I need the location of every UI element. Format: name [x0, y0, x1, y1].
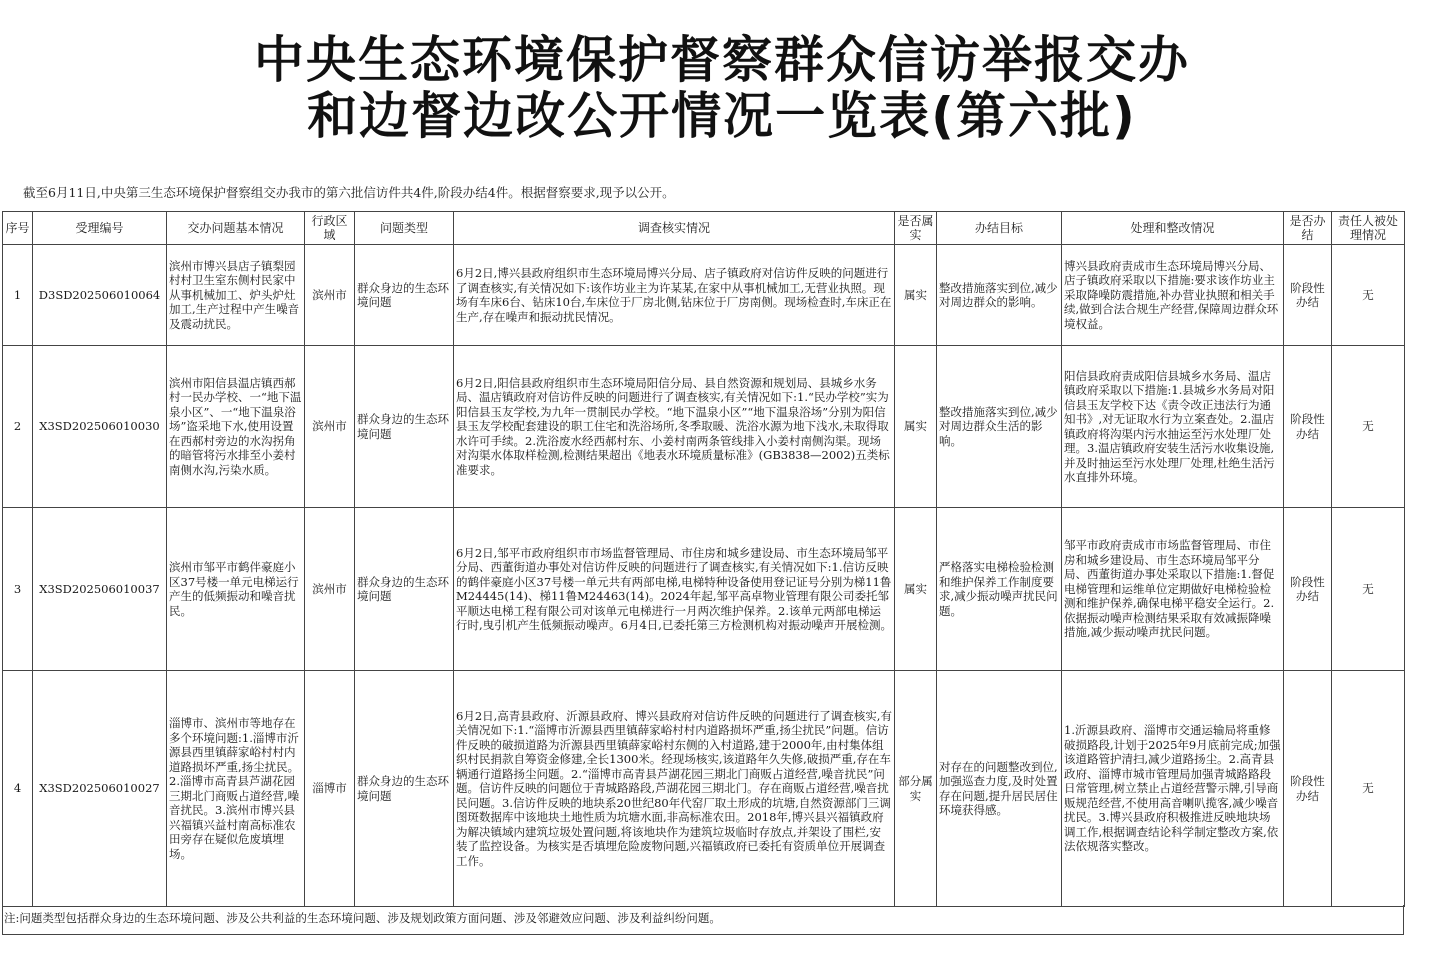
header-region: 行政区域 — [305, 212, 355, 245]
cell-punish: 无 — [1332, 508, 1405, 671]
table-row — [3, 346, 1405, 508]
cell-punish: 无 — [1332, 245, 1405, 346]
header-investigation: 调查核实情况 — [454, 212, 895, 245]
cell-investigation: 6月2日,阳信县政府组织市生态环境局阳信分局、县自然资源和规划局、县城乡水务局、温店镇政府对信访件反映的问题进行了调查核实,有关情况如下:1.“民办学校”实为阳信县玉友学校,为九年一贯制民办学校。“地下温泉小区”“地下温泉浴场”分别为阳信县玉友学校配套建设的职工住宅和洗浴场所,冬季取暖、洗浴水源为地下浅水,未取得取水许可手续。2.洗浴废水经西郝村东、小姜村南两条管线排入小姜村南侧沟渠。现场对沟渠水体取样检测,检测结果超出《地表水环境质量标准》(GB3838—2002)五类标准要求。 — [454, 346, 895, 508]
cell-investigation: 6月2日,高青县政府、沂源县政府、博兴县政府对信访件反映的问题进行了调查核实,有关情况如下:1.“淄博市沂源县西里镇薛家峪村村内道路损坏严重,扬尘扰民”问题。信访件反映的破损道路为沂源县西里镇薛家峪村东侧的入村道路,建于2000年,由村集体组织村民捐款自筹资金修建,全长1300米。经现场核实,该道路年久失修,破损严重,存在车辆通行道路扬尘问题。2.“淄博市高青县芦湖花园三期北门商贩占道经营,噪音扰民”问题。信访件反映的问题位于青城路路段,芦湖花园三期北门。存在商贩占道经营,噪音扰民问题。3.信访件反映的地块系20世纪80年代窑厂取土形成的坑塘,自然资源部门三调图斑数据库中该地块土地性质为坑塘水面,非高标准农田。2018年,博兴县兴福镇政府为解决镇域内建筑垃圾处置问题,将该地块作为建筑垃圾临时存放点,并架设了围栏,安装了监控设备。为核实是否填埋危险废物问题,兴福镇政府已委托有资质单位开展调查工作。 — [454, 671, 895, 907]
cell-code: X3SD202506010030 — [33, 346, 167, 508]
cell-true: 属实 — [895, 508, 937, 671]
cell-investigation: 6月2日,邹平市政府组织市市场监督管理局、市住房和城乡建设局、市生态环境局邹平分局、西董街道办事处对信访件反映的问题进行了调查核实,有关情况如下:1.信访反映的鹤伴豪庭小区37号楼一单元共有两部电梯,电梯特种设备使用登记证号分别为梯11鲁M24445(14)、梯11鲁M24463(14)。2024年起,邹平高卓物业管理有限公司委托邹平顺达电梯工程有限公司对该单元电梯进行一月两次维护保养。2.该单元两部电梯运行时,曳引机产生低频振动噪声。6月4日,已委托第三方检测机构对振动噪声开展检测。 — [454, 508, 895, 671]
cell-region: 滨州市 — [305, 508, 355, 671]
header-goal: 办结目标 — [937, 212, 1062, 245]
cell-handling: 邹平市政府责成市市场监督管理局、市住房和城乡建设局、市生态环境局邹平分局、西董街道办事处采取以下措施:1.督促电梯管理和运维单位定期做好电梯检验检测和维护保养,确保电梯平稳安全运行。2.依据振动噪声检测结果采取有效减振降噪措施,减少振动噪声扰民问题。 — [1062, 508, 1284, 671]
table-row — [3, 671, 1405, 907]
cell-punish: 无 — [1332, 671, 1405, 907]
cell-type: 群众身边的生态环境问题 — [355, 671, 454, 907]
cell-punish: 无 — [1332, 346, 1405, 508]
cell-goal: 严格落实电梯检验检测和维护保养工作制度要求,减少振动噪声扰民问题。 — [937, 508, 1062, 671]
cell-region: 淄博市 — [305, 671, 355, 907]
cell-no: 2 — [3, 346, 33, 508]
cell-no: 1 — [3, 245, 33, 346]
header-no: 序号 — [3, 212, 33, 245]
cell-handling: 博兴县政府责成市生态环境局博兴分局、店子镇政府采取以下措施:要求该作坊业主采取降噪防震措施,补办营业执照和相关手续,做到合法合规生产经营,保障周边群众环境权益。 — [1062, 245, 1284, 346]
header-true: 是否属实 — [895, 212, 937, 245]
page-title-line1: 中央生态环境保护督察群众信访举报交办 — [254, 31, 1190, 89]
cell-goal: 对存在的问题整改到位,加强巡查力度,及时处置存在问题,提升居民居住环境获得感。 — [937, 671, 1062, 907]
header-done: 是否办结 — [1284, 212, 1332, 245]
cell-basic: 淄博市、滨州市等地存在多个环境问题:1.淄博市沂源县西里镇薛家峪村村内道路损坏严重,扬尘扰民。2.淄博市高青县芦湖花园三期北门商贩占道经营,噪音扰民。3.滨州市博兴县兴福镇兴益村南高标准农田旁存在疑似危废填埋场。 — [167, 671, 305, 907]
cell-done: 阶段性办结 — [1284, 245, 1332, 346]
cell-done: 阶段性办结 — [1284, 346, 1332, 508]
cell-true: 属实 — [895, 245, 937, 346]
cell-type: 群众身边的生态环境问题 — [355, 508, 454, 671]
cell-code: X3SD202506010027 — [33, 671, 167, 907]
cases-table — [2, 211, 1405, 907]
cell-type: 群众身边的生态环境问题 — [355, 245, 454, 346]
header-handling: 处理和整改情况 — [1062, 212, 1284, 245]
cell-no: 3 — [3, 508, 33, 671]
cell-no: 4 — [3, 671, 33, 907]
table-header-row — [3, 212, 1405, 245]
cell-handling: 阳信县政府责成阳信县城乡水务局、温店镇政府采取以下措施:1.县城乡水务局对阳信县玉友学校下达《责令改正违法行为通知书》,对无证取水行为立案查处。2.温店镇政府将沟渠内污水抽运至污水处理厂处理。3.温店镇政府安装生活污水收集设施,并及时抽运至污水处理厂处理,杜绝生活污水直排外环境。 — [1062, 346, 1284, 508]
cell-code: X3SD202506010037 — [33, 508, 167, 671]
cell-done: 阶段性办结 — [1284, 671, 1332, 907]
cell-region: 滨州市 — [305, 346, 355, 508]
table-row — [3, 508, 1405, 671]
header-basic: 交办问题基本情况 — [167, 212, 305, 245]
page-title-line2: 和边督边改公开情况一览表(第六批) — [307, 87, 1137, 145]
cell-true: 属实 — [895, 346, 937, 508]
cell-basic: 滨州市邹平市鹤伴豪庭小区37号楼一单元电梯运行产生的低频振动和噪音扰民。 — [167, 508, 305, 671]
cell-basic: 滨州市阳信县温店镇西郝村一民办学校、一“地下温泉小区”、一“地下温泉浴场”盗采地下水,使用设置在西郝村旁边的水沟拐角的暗管将污水排至小姜村南侧水沟,污染水质。 — [167, 346, 305, 508]
table-row — [3, 245, 1405, 346]
cell-goal: 整改措施落实到位,减少对周边群众的影响。 — [937, 245, 1062, 346]
cell-basic: 滨州市博兴县店子镇梨园村村卫生室东侧村民家中从事机械加工、炉头炉灶加工,生产过程中产生噪音及震动扰民。 — [167, 245, 305, 346]
cell-handling: 1.沂源县政府、淄博市交通运输局将重修破损路段,计划于2025年9月底前完成;加强该道路管护清扫,减少道路扬尘。2.高青县政府、淄博市城市管理局加强青城路路段日常管理,树立禁止占道经营警示牌,引导商贩规范经营,不使用高音喇叭揽客,减少噪音扰民。3.博兴县政府积极推进反映地块场调工作,根据调查结论科学制定整改方案,依法依规落实整改。 — [1062, 671, 1284, 907]
cell-true: 部分属实 — [895, 671, 937, 907]
header-punish: 责任人被处理情况 — [1332, 212, 1405, 245]
cell-code: D3SD202506010064 — [33, 245, 167, 346]
cell-type: 群众身边的生态环境问题 — [355, 346, 454, 508]
header-type: 问题类型 — [355, 212, 454, 245]
cell-goal: 整改措施落实到位,减少对周边群众生活的影响。 — [937, 346, 1062, 508]
intro-text: 截至6月11日,中央第三生态环境保护督察组交办我市的第六批信访件共4件,阶段办结4件。根据督察要求,现予以公开。 — [23, 185, 675, 200]
cell-investigation: 6月2日,博兴县政府组织市生态环境局博兴分局、店子镇政府对信访件反映的问题进行了调查核实,有关情况如下:该作坊业主为许某某,在家中从事机械加工,无营业执照。现场有车床6台、钻床10台,车床位于厂房北侧,钻床位于厂房南侧。现场检查时,车床正在生产,存在噪声和振动扰民情况。 — [454, 245, 895, 346]
header-code: 受理编号 — [33, 212, 167, 245]
cell-done: 阶段性办结 — [1284, 508, 1332, 671]
footnote: 注:问题类型包括群众身边的生态环境问题、涉及公共利益的生态环境问题、涉及规划政策方面问题、涉及邻避效应问题、涉及利益纠纷问题。 — [4, 911, 721, 925]
cell-region: 滨州市 — [305, 245, 355, 346]
